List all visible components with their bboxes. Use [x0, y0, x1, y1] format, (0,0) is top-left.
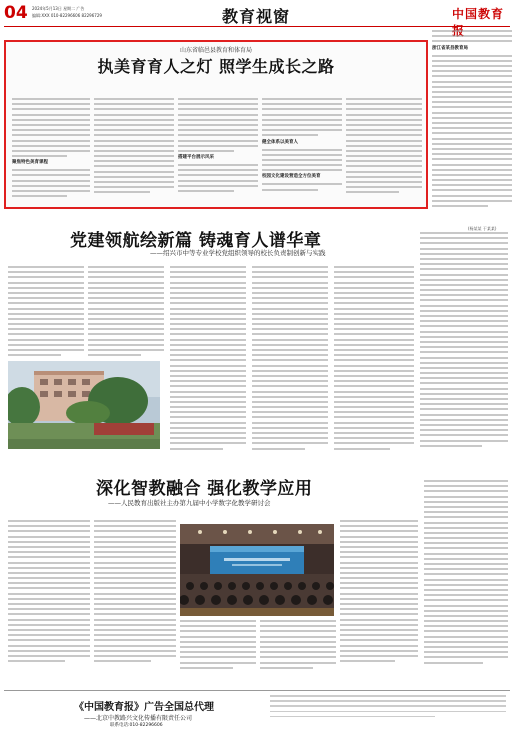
date-line: 2024年5月13日 星期二 广告 [32, 6, 85, 11]
editor-line: 编辑:XXX 010-82296606 82296729 [32, 13, 102, 18]
article3-subtitle: ——人民教育出版社主办第九届中小学数字化教学研讨会 [108, 499, 271, 507]
article3-col5 [340, 520, 418, 665]
page-header [0, 0, 515, 28]
article3-col6 [424, 480, 508, 667]
advertisement-phone: 联系电话:010-82296606 [110, 723, 163, 728]
article2-subtitle: ——绍兴市中等专业学校党组织领导的校长负责制创新与实践 [150, 249, 326, 257]
article3-col3 [180, 620, 256, 672]
article3-headline: 深化智教融合 强化教学应用 [96, 479, 313, 499]
article1-subhead-1: 聚焦特色美育课程 [12, 160, 48, 166]
article3-col4 [260, 620, 336, 672]
article1-subhead-4: 校园文化建设营造全方位美育 [262, 174, 321, 180]
article2-headline: 党建领航绘新篇 铸魂育人谱华章 [70, 231, 322, 251]
article1-subhead-2: 健全体系以美育人 [262, 139, 298, 145]
header-rule [4, 26, 510, 27]
article2-col5 [334, 266, 414, 453]
newspaper-masthead: 中国教育 [452, 7, 505, 21]
footer-notes [270, 695, 506, 721]
article2-col6 [420, 232, 508, 450]
page-number: 04 [4, 3, 28, 23]
right-column-article [432, 30, 512, 230]
conference-hall-illustration [180, 524, 334, 616]
advertisement-title: 《中国教育报》广告全国总代理 [74, 702, 214, 713]
article1-col2 [94, 98, 174, 197]
section-title: 教育视窗 [222, 7, 291, 26]
article1-subhead-3: 搭建平台展示风采 [178, 155, 214, 161]
page-footer [0, 690, 515, 736]
article1-headline: 执美育育人之灯 照学生成长之路 [97, 57, 335, 76]
article1-col5 [346, 98, 422, 197]
article-highlighted[interactable] [4, 40, 428, 209]
article2-col4 [252, 266, 328, 453]
article1-col4 [262, 98, 342, 194]
article1-kicker: 山东省临邑县教育和体育局 [179, 47, 252, 54]
article2-col1 [8, 266, 84, 359]
school-building-photo [8, 361, 160, 449]
article1-col3 [178, 98, 258, 195]
article3-col1 [8, 520, 90, 665]
article2-col3 [170, 266, 246, 453]
article1-col1 [12, 98, 90, 200]
article2-col2 [88, 266, 164, 359]
school-building-illustration [8, 361, 160, 449]
right-column-subhead: 浙江省某县教育局 [432, 45, 468, 51]
article3-col2 [94, 520, 176, 665]
conference-photo [180, 524, 334, 616]
article1-byline: (杨某某 于某某) [468, 226, 497, 231]
advertisement-company: ——北京中教路兴文化传播有限责任公司 [84, 715, 193, 722]
